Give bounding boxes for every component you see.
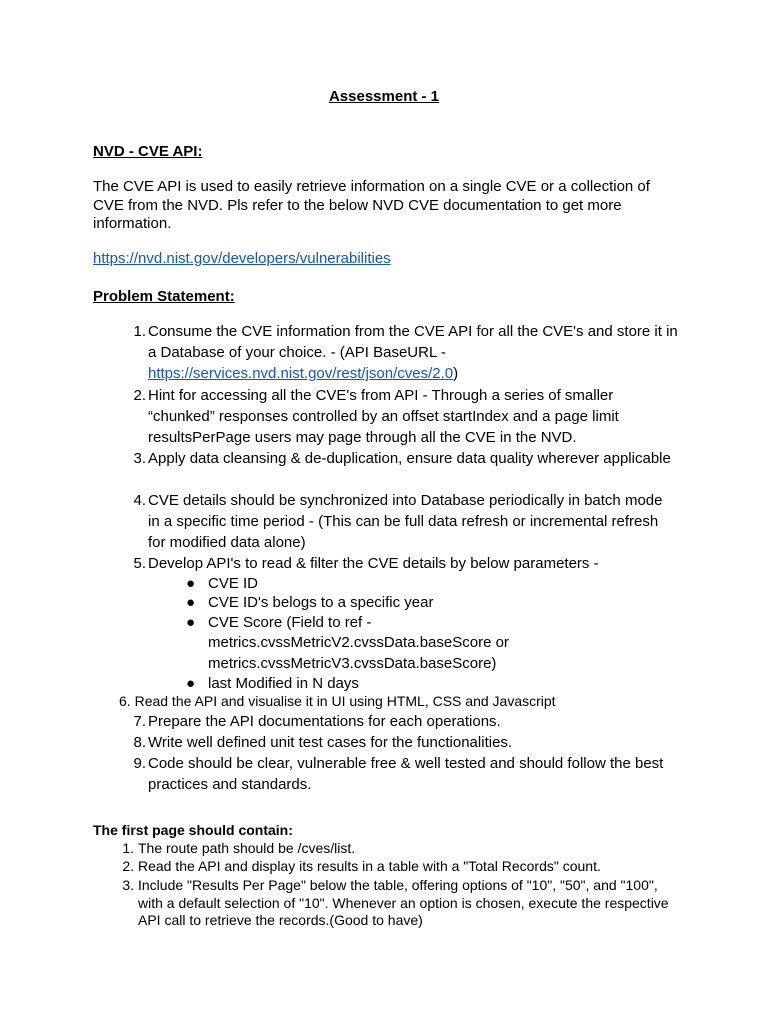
list-item-9 bbox=[133, 753, 678, 795]
list-item-text: The route path should be /cves/list. bbox=[138, 840, 356, 856]
bullet-text: last Modified in N days bbox=[208, 675, 359, 692]
list-number: 3. bbox=[122, 877, 134, 893]
list-number: 4. bbox=[133, 492, 146, 509]
problem-statement-heading: Problem Statement: bbox=[93, 288, 235, 305]
list-item-text: Develop API's to read & filter the CVE details by below parameters - bbox=[148, 555, 599, 572]
list-item-text: Read the API and visualise it in UI using HTML, CSS and Javascript bbox=[134, 693, 556, 709]
list-item-text: CVE details should be synchronized into Database periodically in batch mode in a specific time period - (This can be full data refresh or incremental refresh for modified data alone) bbox=[148, 492, 663, 551]
list-item-text: Prepare the API documentations for each operations. bbox=[148, 713, 501, 730]
bullet-icon: ● bbox=[186, 675, 196, 692]
first-page-item-1 bbox=[122, 840, 356, 857]
bullet-text: CVE ID's belogs to a specific year bbox=[208, 594, 434, 611]
list-item-close-paren: ) bbox=[453, 365, 459, 382]
list-item-2 bbox=[133, 385, 678, 448]
bullet-item-cve-score bbox=[186, 613, 548, 674]
bullet-item-last-modified bbox=[186, 674, 678, 694]
list-item-text: Write well defined unit test cases for the functionalities. bbox=[148, 734, 513, 751]
nvd-docs-link-row bbox=[93, 250, 683, 269]
list-item-6 bbox=[119, 693, 556, 710]
list-number: 5. bbox=[133, 555, 146, 572]
bullet-icon: ● bbox=[186, 575, 196, 592]
list-number: 3. bbox=[133, 450, 146, 467]
list-number: 2. bbox=[122, 858, 134, 874]
list-item-text: Consume the CVE information from the CVE API for all the CVE's and store it in a Database of your choice. - (API BaseURL - bbox=[148, 323, 678, 361]
first-page-heading: The first page should contain: bbox=[93, 822, 293, 838]
page-title: Assessment - 1 bbox=[328, 88, 440, 105]
list-item-text: Include "Results Per Page" below the table, offering options of "10", "50", and "100", with a default selection of "10". Whenever an option is chosen, execute the respective API call to retrieve the records.(Good to have) bbox=[138, 877, 669, 928]
list-number: 8. bbox=[133, 734, 146, 751]
list-item-text: Apply data cleansing & de-duplication, ensure data quality wherever applicable bbox=[148, 450, 671, 467]
list-item-1 bbox=[133, 321, 678, 384]
list-item-8 bbox=[133, 732, 678, 753]
list-item-7 bbox=[133, 711, 678, 732]
nvd-docs-link[interactable]: https://nvd.nist.gov/developers/vulnerabilities bbox=[93, 250, 391, 267]
bullet-icon: ● bbox=[186, 614, 196, 631]
list-item-4 bbox=[133, 490, 678, 553]
bullet-item-cve-id bbox=[186, 574, 678, 594]
list-item-text: Hint for accessing all the CVE's from API - Through a series of smaller “chunked” responses controlled by an offset startIndex and a page limit resultsPerPage users may page through all the CVE in the NVD. bbox=[148, 387, 619, 446]
list-item-text: Read the API and display its results in a table with a "Total Records" count. bbox=[138, 858, 601, 874]
list-item-3 bbox=[133, 448, 678, 469]
bullet-icon: ● bbox=[186, 594, 196, 611]
list-number: 1. bbox=[122, 840, 134, 856]
list-number: 2. bbox=[133, 387, 146, 404]
bullet-item-cve-year bbox=[186, 593, 678, 613]
api-base-url-link[interactable]: https://services.nvd.nist.gov/rest/json/cves/2.0 bbox=[148, 365, 454, 382]
list-item-5 bbox=[133, 553, 678, 574]
bullet-text: CVE Score (Field to ref - metrics.cvssMetricV2.cvssData.baseScore or metrics.cvssMetricV3.cvssData.baseScore) bbox=[208, 614, 509, 672]
nvd-cve-api-heading: NVD - CVE API: bbox=[93, 143, 203, 160]
bullet-text: CVE ID bbox=[208, 575, 259, 592]
list-number: 6. bbox=[119, 693, 131, 709]
list-number: 9. bbox=[133, 755, 146, 772]
list-number: 7. bbox=[133, 713, 146, 730]
list-number: 1. bbox=[133, 323, 146, 340]
first-page-item-3 bbox=[122, 877, 678, 930]
cve-api-description: The CVE API is used to easily retrieve information on a single CVE or a collection of CVE from the NVD. Pls refer to the below NVD CVE documentation to get more information. bbox=[93, 178, 650, 232]
first-page-item-2 bbox=[122, 858, 601, 875]
list-item-text: Code should be clear, vulnerable free & well tested and should follow the best practices and standards. bbox=[148, 755, 664, 793]
